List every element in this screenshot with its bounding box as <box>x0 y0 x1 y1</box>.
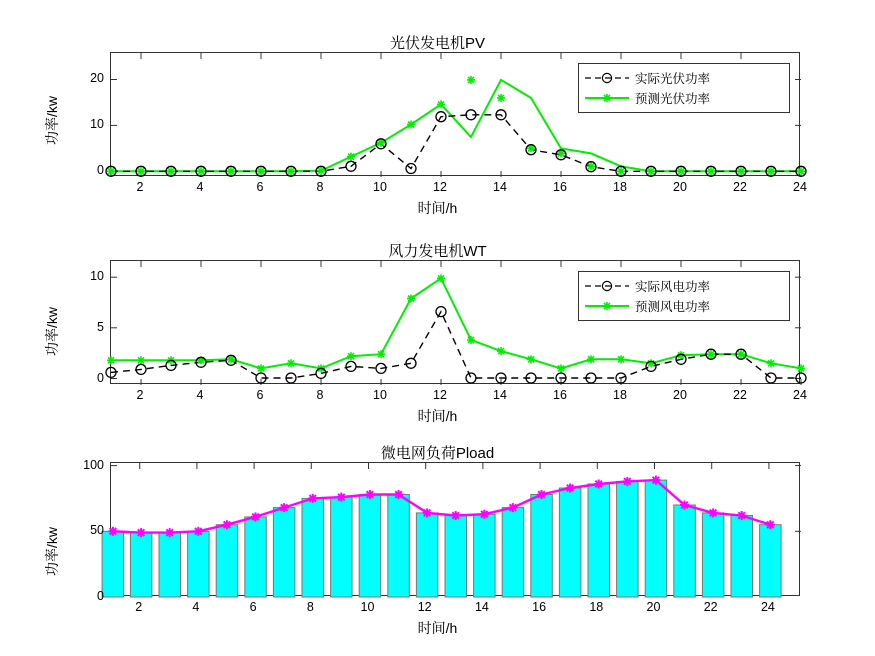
load-bars <box>102 480 781 597</box>
load-xtick-12: 12 <box>417 600 432 614</box>
load-xtick-6: 6 <box>249 600 257 614</box>
pv-xtick-16: 16 <box>553 180 567 194</box>
load-ytick-50: 50 <box>90 523 104 538</box>
pv-xtick-22: 22 <box>733 180 747 194</box>
load-xtick-16: 16 <box>532 600 547 614</box>
solid-star-icon <box>585 92 629 104</box>
load-plot-svg <box>111 463 801 597</box>
panel-pv <box>0 0 875 218</box>
load-xtick-20: 20 <box>646 600 661 614</box>
pv-xtick-20: 20 <box>673 180 687 194</box>
pv-legend <box>578 63 790 113</box>
wt-xtick-22: 22 <box>733 388 747 402</box>
pv-x-axis-label: 时间/h <box>417 200 458 216</box>
pv-xtick-24: 24 <box>793 180 807 194</box>
load-xtick-18: 18 <box>589 600 604 614</box>
load-chart-title: 微电网负荷Pload <box>380 445 495 462</box>
load-x-axis-label: 时间/h <box>417 620 458 636</box>
solid-star-icon <box>585 300 629 312</box>
pv-xtick-10: 10 <box>373 180 387 194</box>
wt-xtick-14: 14 <box>493 388 507 402</box>
panel-load <box>0 428 875 656</box>
load-xtick-10: 10 <box>360 600 375 614</box>
wt-xtick-24: 24 <box>793 388 807 402</box>
pv-xtick-8: 8 <box>316 180 324 194</box>
wt-x-axis-label: 时间/h <box>417 408 458 424</box>
wt-xtick-12: 12 <box>433 388 447 402</box>
pv-series-actual <box>111 115 801 172</box>
wt-legend <box>578 271 790 321</box>
load-plot-area <box>110 462 800 596</box>
load-xtick-14: 14 <box>474 600 489 614</box>
load-xtick-22: 22 <box>703 600 718 614</box>
pv-ytick-20: 20 <box>90 71 104 85</box>
wt-xtick-4: 4 <box>196 388 204 402</box>
pv-y-axis-label: 功率/kw <box>44 96 60 145</box>
wt-ytick-0: 0 <box>97 370 104 385</box>
load-xtick-4: 4 <box>192 600 200 614</box>
pv-xtick-4: 4 <box>196 180 204 194</box>
pv-xtick-12: 12 <box>433 180 447 194</box>
pv-chart-title: 光伏发电机PV <box>389 35 485 52</box>
wt-legend-row-predicted <box>585 296 783 316</box>
pv-legend-label-predicted: 预测光伏功率 <box>635 92 711 106</box>
load-xtick-24: 24 <box>760 600 775 614</box>
wt-series-actual <box>111 312 801 378</box>
pv-legend-row-actual <box>585 68 783 88</box>
pv-xtick-14: 14 <box>493 180 507 194</box>
pv-xtick-6: 6 <box>256 180 264 194</box>
pv-xtick-18: 18 <box>613 180 627 194</box>
load-ytick-0: 0 <box>97 589 104 603</box>
panel-wt <box>0 218 875 436</box>
wt-xtick-10: 10 <box>373 388 387 402</box>
wt-xtick-16: 16 <box>553 388 567 402</box>
wt-ytick-5: 5 <box>97 319 104 334</box>
dashed-circle-icon <box>585 72 629 84</box>
wt-chart-title: 风力发电机WT <box>388 243 487 260</box>
wt-legend-label-predicted: 预测风电功率 <box>635 300 711 314</box>
load-xtick-2: 2 <box>135 600 143 614</box>
wt-y-axis-label: 功率/kw <box>44 307 60 356</box>
pv-ytick-10: 10 <box>90 117 104 131</box>
wt-xtick-8: 8 <box>316 388 324 402</box>
wt-xtick-20: 20 <box>673 388 687 402</box>
wt-xtick-2: 2 <box>136 388 144 402</box>
wt-legend-row-actual <box>585 276 783 296</box>
wt-ytick-10: 10 <box>90 269 104 284</box>
load-y-axis-label: 功率/kw <box>44 527 60 576</box>
pv-legend-label-actual: 实际光伏功率 <box>635 72 711 86</box>
wt-legend-label-actual: 实际风电功率 <box>635 280 711 294</box>
pv-xtick-2: 2 <box>136 180 144 194</box>
dashed-circle-icon <box>585 280 629 292</box>
load-ytick-100: 100 <box>83 457 104 472</box>
wt-xtick-18: 18 <box>613 388 627 402</box>
pv-ytick-0: 0 <box>97 163 104 177</box>
pv-legend-row-predicted <box>585 88 783 108</box>
wt-xtick-6: 6 <box>256 388 264 402</box>
load-xtick-8: 8 <box>306 600 314 614</box>
